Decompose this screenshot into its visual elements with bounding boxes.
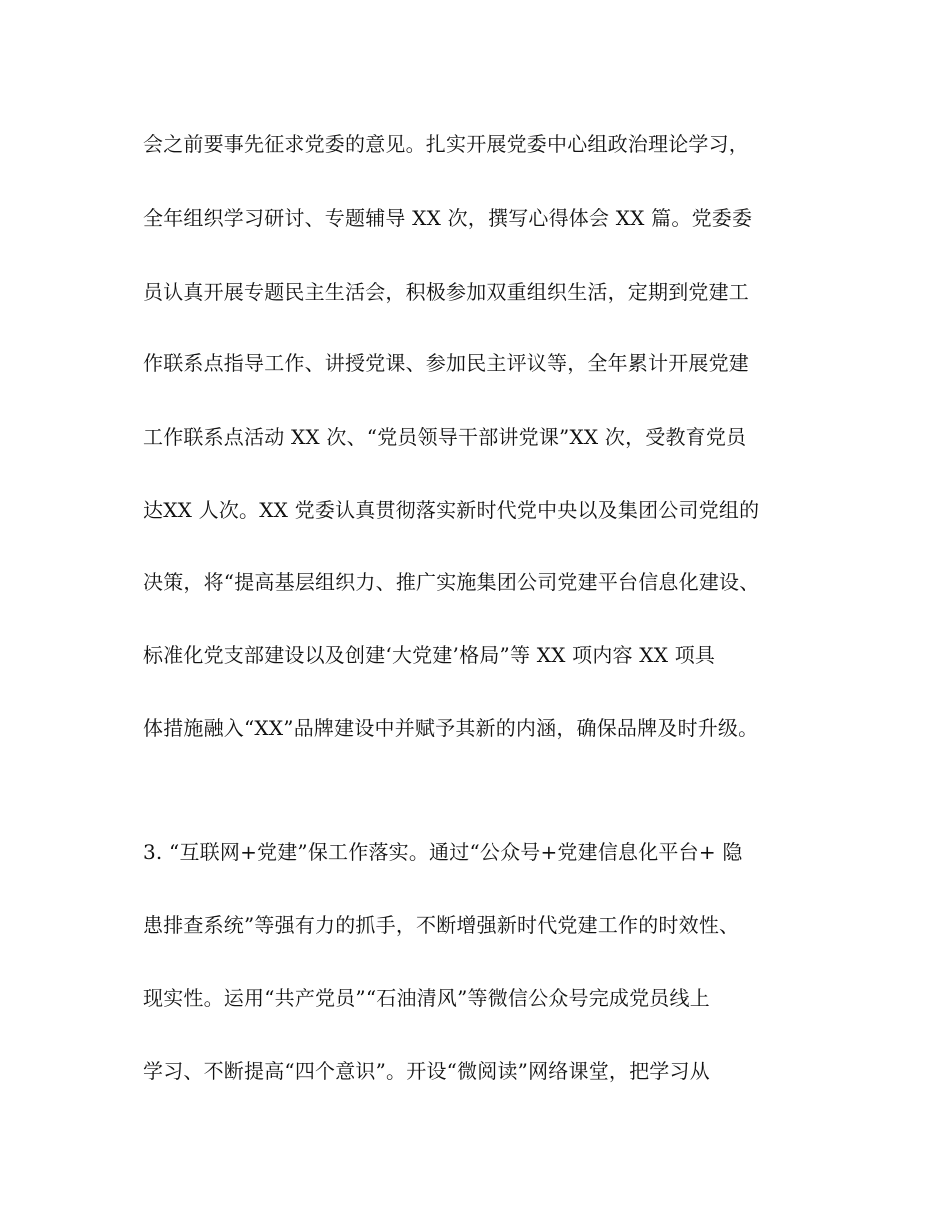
paragraph-1-line-3: 员认真开展专题民主生活会，积极参加双重组织生活，定期到党建工 <box>143 280 749 304</box>
paragraph-1-line-7: 决策，将“提高基层组织力、推广实施集团公司党建平台信息化建设、 <box>143 570 760 594</box>
paragraph-2-line-2: 患排查系统”等强有力的抓手，不断增强新时代党建工作的时效性、 <box>143 913 740 937</box>
paragraph-1-line-8: 标准化党支部建设以及创建‘大党建’格局”等 XX 项内容 XX 项具 <box>143 643 716 667</box>
paragraph-2-line-1: 3. “互联网+党建”保工作落实。通过“公众号+党建信息化平台+ 隐 <box>143 840 743 864</box>
paragraph-2-line-3: 现实性。运用“共产党员”“石油清风”等微信公众号完成党员线上 <box>143 986 710 1010</box>
paragraph-1-line-4: 作联系点指导工作、讲授党课、参加民主评议等，全年累计开展党建 <box>143 351 749 375</box>
paragraph-1-line-5: 工作联系点活动 XX 次、“党员领导干部讲党课”XX 次，受教育党员 <box>143 425 747 449</box>
paragraph-2-line-4: 学习、不断提高“四个意识”。开设“微阅读”网络课堂，把学习从 <box>143 1059 710 1083</box>
paragraph-1-line-6: 达XX 人次。XX 党委认真贯彻落实新时代党中央以及集团公司党组的 <box>143 498 760 522</box>
paragraph-1-line-1: 会之前要事先征求党委的意见。扎实开展党委中心组政治理论学习， <box>143 132 749 156</box>
paragraph-1-line-9: 体措施融入“XX”品牌建设中并赋予其新的内涵，确保品牌及时升级。 <box>143 716 759 740</box>
paragraph-1-line-2: 全年组织学习研讨、专题辅导 XX 次，撰写心得体会 XX 篇。党委委 <box>143 206 753 230</box>
